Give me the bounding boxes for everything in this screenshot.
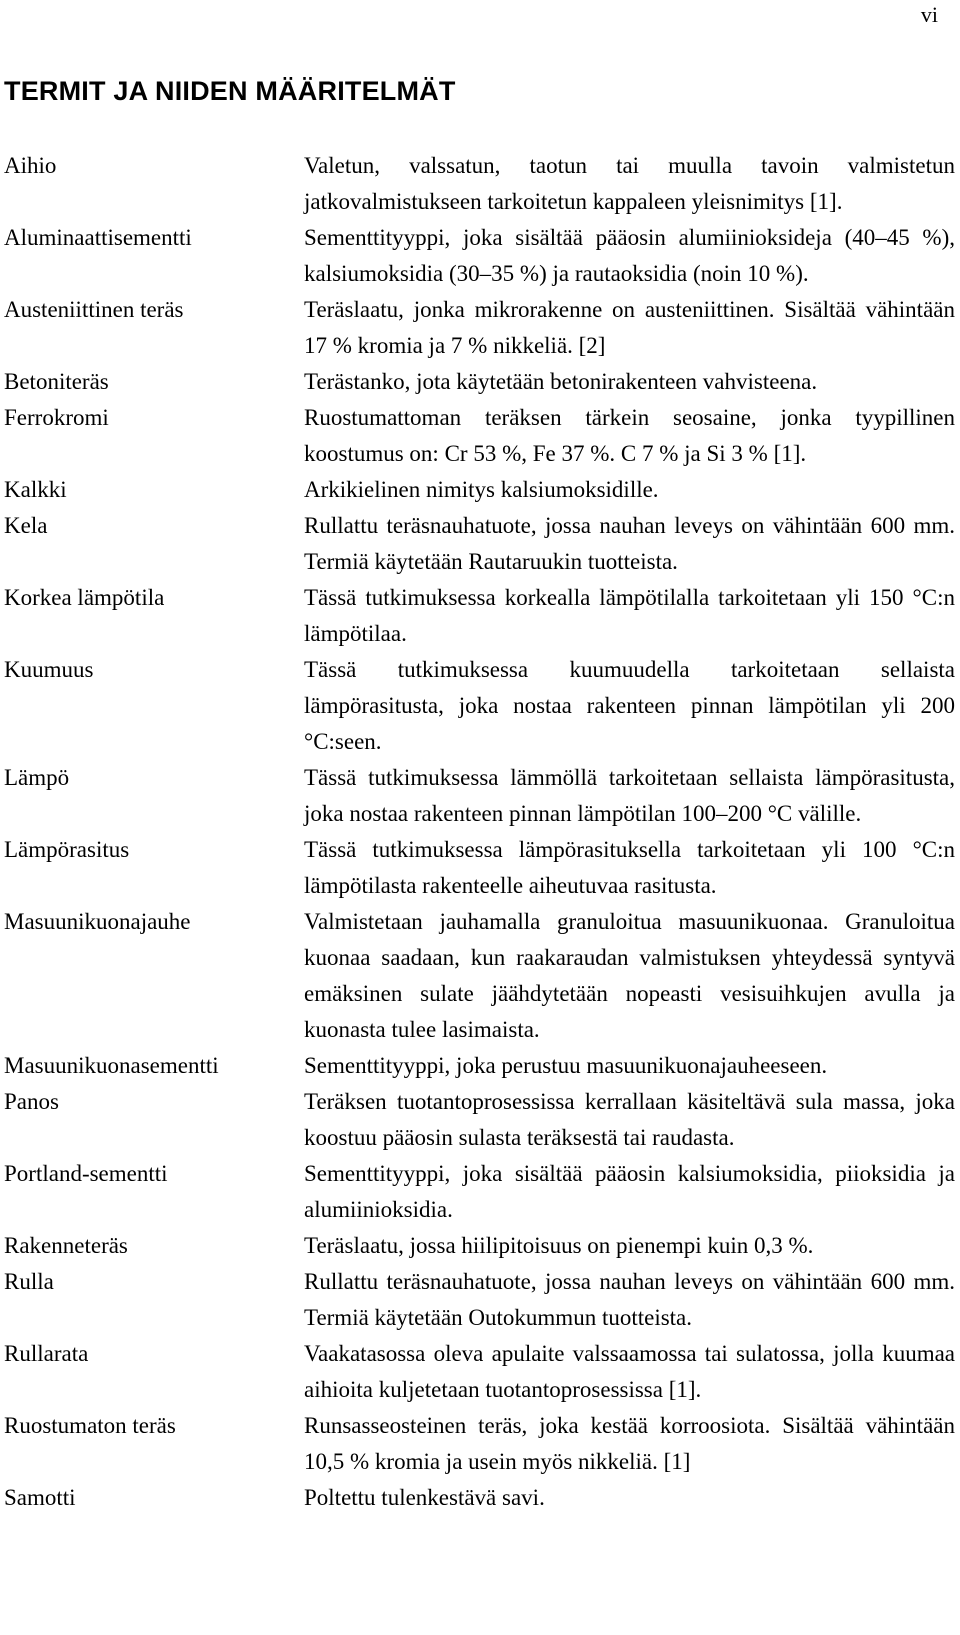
glossary-term: Ferrokromi bbox=[4, 405, 109, 430]
glossary-entry bbox=[4, 1480, 955, 1516]
glossary-entry bbox=[4, 760, 955, 832]
glossary-definition: Rullattu teräsnauhatuote, jossa nauhan leveys on vähintään 600 mm. Termiä käytetään Outokummun tuotteista. bbox=[304, 1269, 955, 1330]
glossary-definition: Teräksen tuotantoprosessissa kerrallaan käsiteltävä sula massa, joka koostuu pääosin sulasta teräksestä tai raudasta. bbox=[304, 1089, 955, 1150]
glossary-term: Rullarata bbox=[4, 1341, 89, 1366]
glossary-entry bbox=[4, 1156, 955, 1228]
glossary-entry bbox=[4, 1264, 955, 1336]
glossary-definition: Vaakatasossa oleva apulaite valssaamossa tai sulatossa, jolla kuumaa aihioita kuljetetaan tuotantoprosessissa [1]. bbox=[304, 1341, 955, 1402]
glossary-term: Aihio bbox=[4, 153, 57, 178]
glossary-term: Korkea lämpötila bbox=[4, 585, 165, 610]
glossary-entry bbox=[4, 364, 955, 400]
glossary-term: Rakenneteräs bbox=[4, 1233, 128, 1258]
glossary-entry bbox=[4, 1048, 955, 1084]
glossary-term: Lämpörasitus bbox=[4, 837, 130, 862]
glossary-term: Aluminaattisementti bbox=[4, 225, 192, 250]
glossary-definition: Teräslaatu, jossa hiilipitoisuus on pienempi kuin 0,3 %. bbox=[304, 1233, 814, 1258]
glossary-definition: Tässä tutkimuksessa lämmöllä tarkoitetaan sellaista lämpörasitusta, joka nostaa rakenteen pinnan lämpötilan 100–200 °C välille. bbox=[304, 765, 955, 826]
glossary-entry bbox=[4, 400, 955, 472]
glossary-term: Panos bbox=[4, 1089, 59, 1114]
glossary-term: Ruostumaton teräs bbox=[4, 1413, 176, 1438]
glossary-definition: Rullattu teräsnauhatuote, jossa nauhan leveys on vähintään 600 mm. Termiä käytetään Rautaruukin tuotteista. bbox=[304, 513, 955, 574]
glossary-definition: Sementtityyppi, joka sisältää pääosin kalsiumoksidia, piioksidia ja alumiinioksidia. bbox=[304, 1161, 955, 1222]
glossary-list bbox=[4, 148, 955, 1516]
glossary-definition: Terästanko, jota käytetään betonirakenteen vahvisteena. bbox=[304, 369, 818, 394]
glossary-term: Kela bbox=[4, 513, 48, 538]
glossary-term: Masuunikuonajauhe bbox=[4, 909, 191, 934]
glossary-entry bbox=[4, 832, 955, 904]
glossary-entry bbox=[4, 1084, 955, 1156]
glossary-definition: Sementtityyppi, joka perustuu masuunikuonajauheeseen. bbox=[304, 1053, 828, 1078]
glossary-entry bbox=[4, 1228, 955, 1264]
glossary-term: Kuumuus bbox=[4, 657, 94, 682]
glossary-definition: Tässä tutkimuksessa korkealla lämpötilalla tarkoitetaan yli 150 °C:n lämpötilaa. bbox=[304, 585, 955, 646]
glossary-definition: Sementtityyppi, joka sisältää pääosin alumiinioksideja (40–45 %), kalsiumoksidia (30–35 %) ja rautaoksidia (noin 10 %). bbox=[304, 225, 955, 286]
glossary-term: Austeniittinen teräs bbox=[4, 297, 184, 322]
glossary-entry bbox=[4, 148, 955, 220]
glossary-definition: Arkikielinen nimitys kalsiumoksidille. bbox=[304, 477, 659, 502]
glossary-entry bbox=[4, 904, 955, 1048]
glossary-entry bbox=[4, 1336, 955, 1408]
glossary-entry bbox=[4, 220, 955, 292]
glossary-entry bbox=[4, 1408, 955, 1480]
glossary-term: Lämpö bbox=[4, 765, 70, 790]
glossary-definition: Poltettu tulenkestävä savi. bbox=[304, 1485, 545, 1510]
glossary-term: Masuunikuonasementti bbox=[4, 1053, 219, 1078]
glossary-definition: Tässä tutkimuksessa kuumuudella tarkoitetaan sellaista lämpörasitusta, joka nostaa rakenteen pinnan lämpötilan yli 200 °C:seen. bbox=[304, 657, 955, 754]
glossary-entry bbox=[4, 472, 955, 508]
glossary-term: Kalkki bbox=[4, 477, 67, 502]
glossary-entry bbox=[4, 580, 955, 652]
glossary-definition: Tässä tutkimuksessa lämpörasituksella tarkoitetaan yli 100 °C:n lämpötilasta rakenteelle aiheutuvaa rasitusta. bbox=[304, 837, 955, 898]
glossary-entry bbox=[4, 652, 955, 760]
glossary-term: Portland-sementti bbox=[4, 1161, 168, 1186]
glossary-definition: Teräslaatu, jonka mikrorakenne on austeniittinen. Sisältää vähintään 17 % kromia ja 7 % nikkeliä. [2] bbox=[304, 297, 955, 358]
glossary-definition: Ruostumattoman teräksen tärkein seosaine, jonka tyypillinen koostumus on: Cr 53 %, Fe 37 %. C 7 % ja Si 3 % [1]. bbox=[304, 405, 955, 466]
page-number: vi bbox=[920, 2, 938, 27]
glossary-entry bbox=[4, 292, 955, 364]
glossary-term: Samotti bbox=[4, 1485, 76, 1510]
glossary-entry bbox=[4, 508, 955, 580]
glossary-definition: Runsasseosteinen teräs, joka kestää korroosiota. Sisältää vähintään 10,5 % kromia ja usein myös nikkeliä. [1] bbox=[304, 1413, 955, 1474]
glossary-term: Rulla bbox=[4, 1269, 54, 1294]
glossary-definition: Valmistetaan jauhamalla granuloitua masuunikuonaa. Granuloitua kuonaa saadaan, kun raakaraudan valmistuksen yhteydessä syntyvä emäksinen sulate jäähdytetään nopeasti vesisuihkujen avulla ja kuonasta tulee lasimaista. bbox=[304, 909, 955, 1042]
glossary-term: Betoniteräs bbox=[4, 369, 109, 394]
section-heading: TERMIT JA NIIDEN MÄÄRITELMÄT bbox=[4, 76, 456, 106]
glossary-definition: Valetun, valssatun, taotun tai muulla tavoin valmistetun jatkovalmistukseen tarkoitetun kappaleen yleisnimitys [1]. bbox=[304, 153, 955, 214]
